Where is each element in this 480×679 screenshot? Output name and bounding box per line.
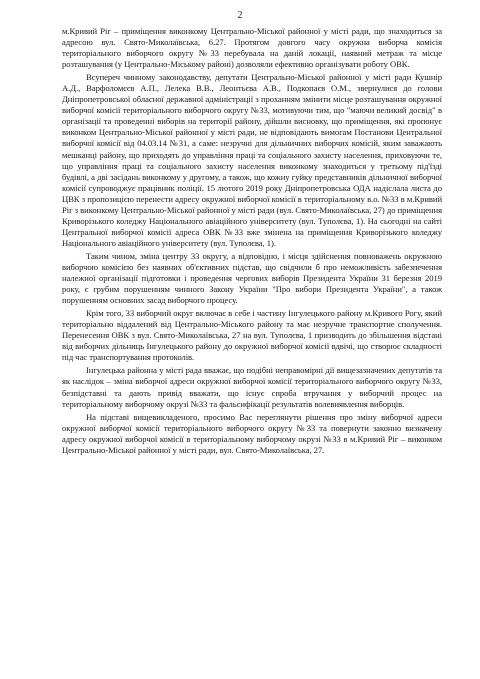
paragraph-3: Таким чином, зміна центру 33 округу, а відповідно, і місця здійснення повноважень окружною виборчою комісією без наявних об'єктивних підстав, що свідчили б про неможливість забезпечення належної організації підготовки і проведення чергових виборів Президента України 31 березня 2019 року, є грубим порушенням чинного Закону України "Про вибори Президента України", а також порушенням основних засад виборчого процесу.: [62, 250, 442, 306]
paragraph-1: м.Кривий Ріг – приміщення виконкому Центрально-Міської районної у місті ради, що знаходиться за адресою вул. Свято-Миколаївська, 6.27. Протягом довгого часу окружна виборча комісія територіального виборчого округу №33 перебувала на даній локації, наявний метраж та місце розташування (у Центрально-Міському районі) дозволяли ефективно організувати роботу ОВК.: [62, 26, 442, 70]
paragraph-4: Крім того, 33 виборчий округ включає в себе і частину Інгулецького району м.Кривого Рогу, який територіально віддалений від Центрально-Міського району та має незручне транспортне сполучення. Перенесення ОВК з вул. Свято-Миколаївська, 27 на вул. Туполєва, 1 призводить до збільшення відстані від виборчих дільниць Інгулецького району до окружної виборчої комісії вдвічі, що створює складності під час транспортування протоколів.: [62, 308, 442, 363]
paragraph-6: На підставі вищевикладеного, просимо Вас переглянути рішення про зміну виборчої адреси окружної виборчої комісії територіального виборчого округу №33 та повернути законно визначену адресу окружної виборчої комісії в територіальному виборчому окрузі №33 в м.Кривий Ріг – виконком Центрально-Міської районної у місті ради, вул. Свято-Миколаївська, 27.: [62, 411, 442, 455]
paragraph-5: Інгулецька районна у місті рада вважає, що подібні неправомірні дії вищезазначених депутатів та як наслідок – зміна виборчої адреси окружної виборчої комісії територіального виборчого округу №33, безпідставні та дають привід вважати, що існує спроба втручання у виборчий процес на територіальному виборчому окрузі №33 та фальсифікації результатів волевиявлення виборців.: [62, 365, 442, 409]
paragraph-2: Всупереч чинному законодавству, депутати Центрально-Міської районної у місті ради Кушнір А.Д., Варфоломєєв А.П., Лелека В.В., Леонтьєва А.В., Подкопаєв О.М., звернулися до голови Дніпропетровської обласної державної адміністрації з проханням змінити місце розташування окружної виборчої комісії територіального виборчого округу №33, мотивуючи тим, що "маючи великий досвід" в організації та проведенні виборів на території району, дійшли висновку, що приміщення, які пропонує виконком Центрально-Міської районної у місті ради, не відповідають вимогам Постанови Центральної виборчої комісії від 04.03.14 №31, а саме: незручні для дільничних виборчих комісій, яким заважають мешканці району, що приходять до управління праці та соціального захисту населення, приховуючи те, що управління праці та соціального захисту населення виконкому знаходиться у третьому під'їзді будівлі, а дві засідань виконкому у другому, а також, що кожну гуйку представників дільничної виборчої комісії супроводжує працівник поліції. 15 лютого 2019 року Дніпропетровська ОДА надіслала листа до ЦВК з пропозицією перенести адресу окружної виборчої комісії в територіальному в.о. №33 в м.Кривий Ріг з виконкому Центрально-Міської районної у місті ради (вул. Свято-Миколаївська, 27) до приміщення Криворізького коледжу Національного авіаційного університету (вул. Туполєва, 1). На сьогодні на сайті Центральної виборчої комісії адреса ОВК №33 вже змінена на приміщення Криворізького коледжу Національного авіаційного університету (вул. Туполєва, 1).: [62, 72, 442, 248]
page-number: 2: [237, 10, 243, 21]
